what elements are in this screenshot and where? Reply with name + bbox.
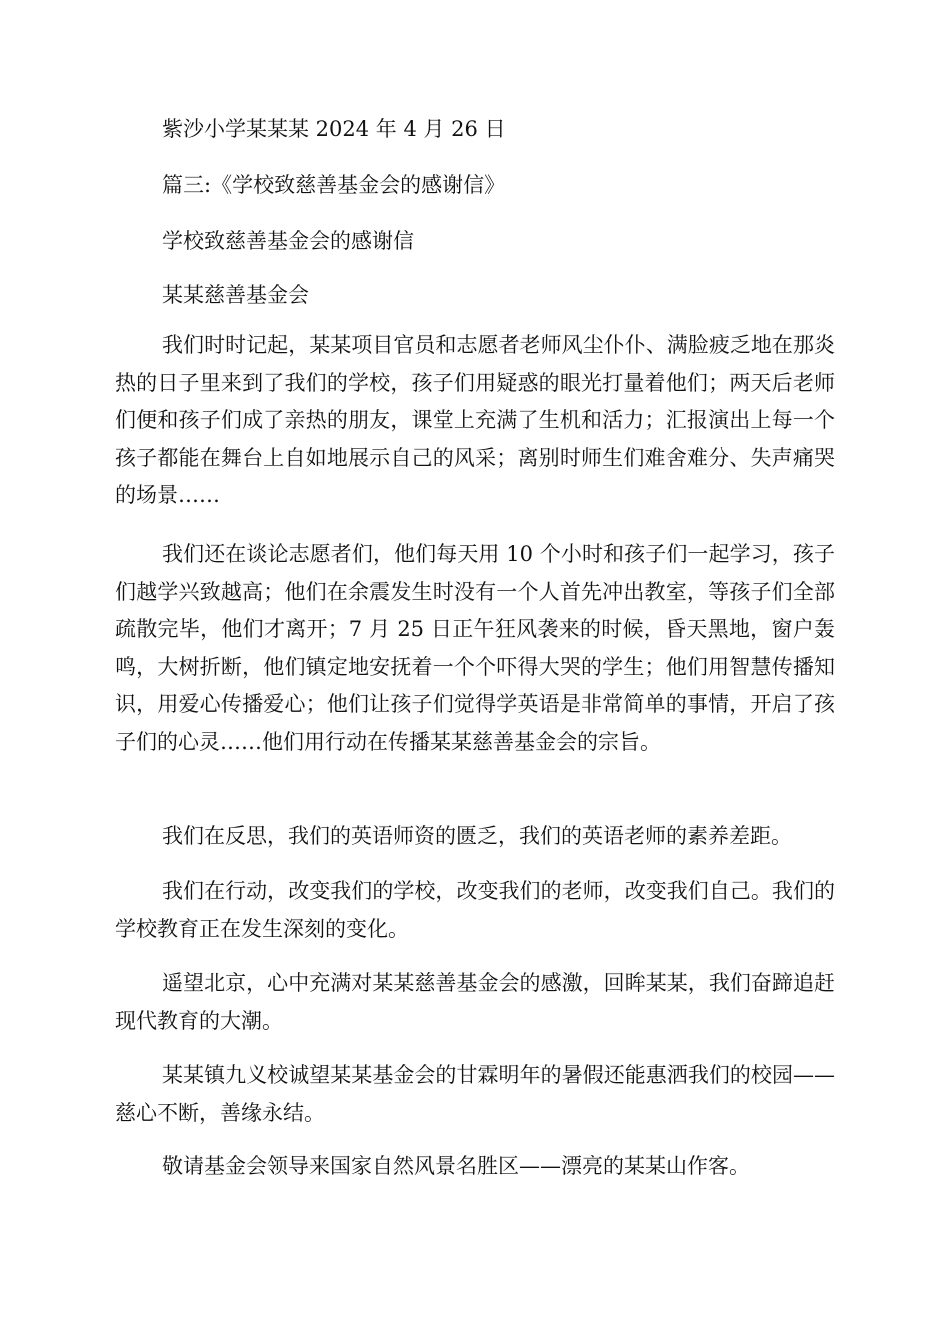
letter-title: 学校致慈善基金会的感谢信 <box>162 229 414 253</box>
body-paragraph-4: 我们在行动，改变我们的学校，改变我们的老师，改变我们自己。我们的学校教育正在发生深刻的变化。 <box>115 879 835 941</box>
body-paragraph-6: 某某镇九义校诚望某某基金会的甘霖明年的暑假还能惠洒我们的校园——慈心不断，善缘永结。 <box>115 1063 835 1125</box>
body-paragraph-2: 我们还在谈论志愿者们，他们每天用 10 个小时和孩子们一起学习，孩子们越学兴致越高；他们在余震发生时没有一个人首先冲出教室，等孩子们全部疏散完毕，他们才离开；7 月 25 日正午狂风袭来的时候，昏天黑地，窗户轰鸣，大树折断，他们镇定地安抚着一个个吓得大哭的学生；他们用智慧传播知识，用爱心传播爱心；他们让孩子们觉得学英语是非常简单的事情，开启了孩子们的心灵……他们用行动在传播某某慈善基金会的宗旨。 <box>115 542 835 754</box>
signature-date-line: 紫沙小学某某某 2024 年 4 月 26 日 <box>162 117 506 141</box>
salutation: 某某慈善基金会 <box>162 283 309 307</box>
body-paragraph-5: 遥望北京，心中充满对某某慈善基金会的感激，回眸某某，我们奋蹄追赶现代教育的大潮。 <box>115 971 835 1033</box>
body-paragraph-7: 敬请基金会领导来国家自然风景名胜区——漂亮的某某山作客。 <box>162 1154 750 1178</box>
body-paragraph-3: 我们在反思，我们的英语师资的匮乏，我们的英语老师的素养差距。 <box>162 824 792 848</box>
body-paragraph-1: 我们时时记起，某某项目官员和志愿者老师风尘仆仆、满脸疲乏地在那炎热的日子里来到了我们的学校，孩子们用疑惑的眼光打量着他们；两天后老师们便和孩子们成了亲热的朋友，课堂上充满了生机和活力；汇报演出上每一个孩子都能在舞台上自如地展示自己的风采；离别时师生们难舍难分、失声痛哭的场景…… <box>115 333 835 507</box>
section-title: 篇三:《学校致慈善基金会的感谢信》 <box>162 173 506 197</box>
